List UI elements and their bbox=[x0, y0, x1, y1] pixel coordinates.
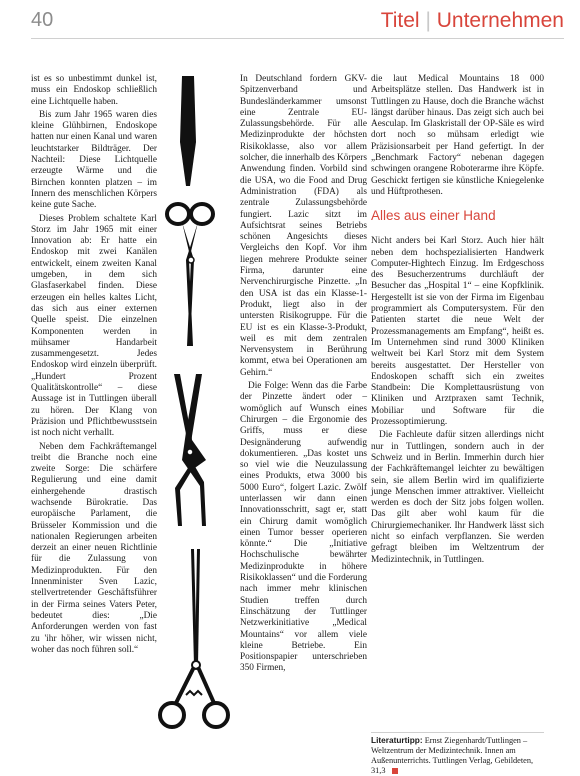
literature-label: Literaturtipp: bbox=[371, 735, 423, 745]
section-name: Titel bbox=[380, 9, 420, 32]
paragraph: In Deutschland fordern GKV-Spitzenverband und Bundesländerkammer umsonst eine Zentrale EU-Zulassungsbehörde. Für alle Medizinprodukte der höchsten Risikoklasse, also vor allem solcher, die innerhalb des Körpers Anwendung finden. Vorbild sind die USA, wo die Food and Drug Administration (FDA) als zentrale Zulassungsbehörde fungiert. Lazic sitzt im Aufsichtsrat seines Betriebs schönen Angesichts dieses Vergleichs den Kopf. Vor ihm liegen mehrere Produkte seiner Firma, darunter eine Nervenchirurgische Pinzette. „In den USA ist das ein Klasse-1-Produkt, liegt also in der untersten Risikogruppe. Für die EU ist es ein Klasse-3-Produkt, weil es mit dem zentralen Nervensystem in Berührung kommt, etwa bei Operationen am Gehirn.“ bbox=[240, 74, 367, 378]
scissors-icon bbox=[160, 200, 220, 350]
header-rule bbox=[31, 38, 564, 39]
paragraph: Bis zum Jahr 1965 waren dies kleine Glühbirnen, Endoskope hatten nur einen Kanal und waren leuchtstarker Bildträger. Der Nachteil: Diese Lichtquelle erzeugte Wärme und die Birnchen konnten platzen – im Innern des menschlichen Körpers keine gute Sache. bbox=[31, 109, 157, 211]
paragraph: Die Fachleute dafür sitzen allerdings nicht nur in Tuttlingen, sondern auch in der Schweiz und in Berlin. Immerhin durch hier der Fachkräftemangel leichter zu bewältigen sein, sie allem Berlin wird im qualifizierte junge Menschen immer attraktiver. Vielleicht werden es doch der Sitz jobs folgen wollen. Das gilt aber wohl kaum für die Chirurgiemechaniker. Ihr Handwerk lässt sich nicht so einfach verpflanzen. Sie werden gefragt bleiben im Weltzentrum der Medizintechnik, in Tuttlingen. bbox=[371, 430, 544, 565]
section-separator: | bbox=[425, 9, 431, 32]
paragraph: ist es so unbestimmt dunkel ist, muss ein Endoskop schließlich eine Lichtquelle haben. bbox=[31, 74, 157, 107]
paragraph: die laut Medical Mountains 18 000 Arbeitsplätze stellen. Das Handwerk ist in Tuttlingen zu Hause, doch die Branche wächst längst darüber hinaus. Das zeigt sich auch bei Aesculap. Im Glaskristall der OP-Säle es wird dort noch so mühsam erledigt wie Präzisionsarbeit per Hand gefertigt. In der „Benchmark Factory“ nebenan dagegen schwingen orangene Roboterarme ihre Köpfe. Geschickt fertigen sie künstliche Kniegelenke und Hüftprothesen. bbox=[371, 74, 544, 197]
article-column-3 bbox=[371, 74, 544, 568]
page-number: 40 bbox=[31, 9, 54, 31]
hemostat-clamp-icon bbox=[156, 545, 232, 735]
paragraph: Neben dem Fachkräftemangel treibt die Branche noch eine zweite Sorge: Die schärfere Regulierung und eine damit einhergehende drastisch wachsende Bürokratie. Das europäische Parlament, die Brüsseler Kommission und die nationalen Regierungen arbeiten derzeit an einer neuen Richtlinie für die Zulassung von Medizinprodukten. Für den Innenminister Sven Lazic, stellvertretender Geschäftsführer in der Firma seines Vaters Peter, bedeutet dies: „Die Anforderungen werden von fast zu 'ihr höher, wir wissen nicht, woher das noch führen soll.“ bbox=[31, 441, 157, 655]
paragraph: Dieses Problem schaltete Karl Storz im Jahr 1965 mit einer Innovation ab: Er hatte ein Endoskop mit zwei Kanälen entwickelt, einem zweiten Kanal umgeben, in dem sich Glasfaserkabel finden. Diese erzeugen ein helles kaltes Licht, das sich aus einer externen Quelle speist. Die einzelnen Komponenten werden in mühsamer Handarbeit zusammengesetzt. Jedes Endoskop wird einzeln überprüft. „Hundert Prozent Qualitätskontrolle“ – diese Aussage ist in Tuttlingen überall zu hören. Der Klang von Präzision und Pflichtbewusstsein ist noch nicht verhallt. bbox=[31, 213, 157, 439]
end-mark-icon bbox=[392, 768, 398, 774]
forceps-icon bbox=[168, 72, 208, 190]
literature-tip bbox=[371, 735, 544, 776]
section-title bbox=[381, 9, 564, 33]
subsection-name: Unternehmen bbox=[436, 9, 564, 32]
subheading: Alles aus einer Hand bbox=[371, 208, 496, 224]
literature-text: Ernst Ziegenhardt/Tuttlingen – Weltzentrum der Medizintechnik. Innen am Außenunterrichts. Tuttlingen Verlag, Gebildeten, 31,3 bbox=[371, 736, 534, 775]
bent-scissors-icon bbox=[162, 370, 222, 530]
article-column-1 bbox=[31, 74, 157, 658]
article-column-2 bbox=[240, 74, 367, 677]
paragraph: Die Folge: Wenn das die Farbe der Pinzette ändert oder – womöglich auf Wunsch eines Chirurgen – die Ergonomie des Griffs, muss er diese Designänderung aufwendig dokumentieren. „Das kostet uns so viel wie die Neuzulassung eines Produkts, etwa 3000 bis 5000 Euro“, folgert Lazic. Zwölf unterlassen wir dann einen Innovationsschritt, sagt er, statt ein Chirurg damit womöglich einen Tumor besser operieren könnte.“ Die „Initiative Hochschulische bewährter Medizinprodukte in höhere Risikoklassen“ und die Forderung nach immer mehr klinischen Studien treffen durch Einschätzung der Tuttlinger Netzwerkinitiative „Medical Mountains“ vor allem viele kleine Betriebe. Ein Positionspapier unterschrieben 350 Firmen, bbox=[240, 381, 367, 674]
paragraph: Nicht anders bei Karl Storz. Auch hier hält neben dem hochspezialisierten Handwerk Computer-Hightech Einzug. Im Erdgeschoss des Besucherzentrums durchläuft der Besucher das „Hospital 1“ – eine Kopfklinik. Hergestellt ist sie von der Firma im Eigenbau programmiert als Computersystem. Für den Patienten startet die neue Welt der Prozessmanagements am Empfang“, heißt es. Im Unternehmen sind rund 3000 Kliniken weltweit bei Karl Storz mit dem System bereits ausgestattet. Der Hersteller von Endoskopen schafft sich ein zweites Standbein: Die Komplettausrüstung von Kliniken und Arztpraxen samt Technik, Mobiliar und Software für die Prozessoptimierung. bbox=[371, 236, 544, 428]
literature-divider bbox=[371, 732, 544, 733]
page-header bbox=[0, 0, 580, 40]
